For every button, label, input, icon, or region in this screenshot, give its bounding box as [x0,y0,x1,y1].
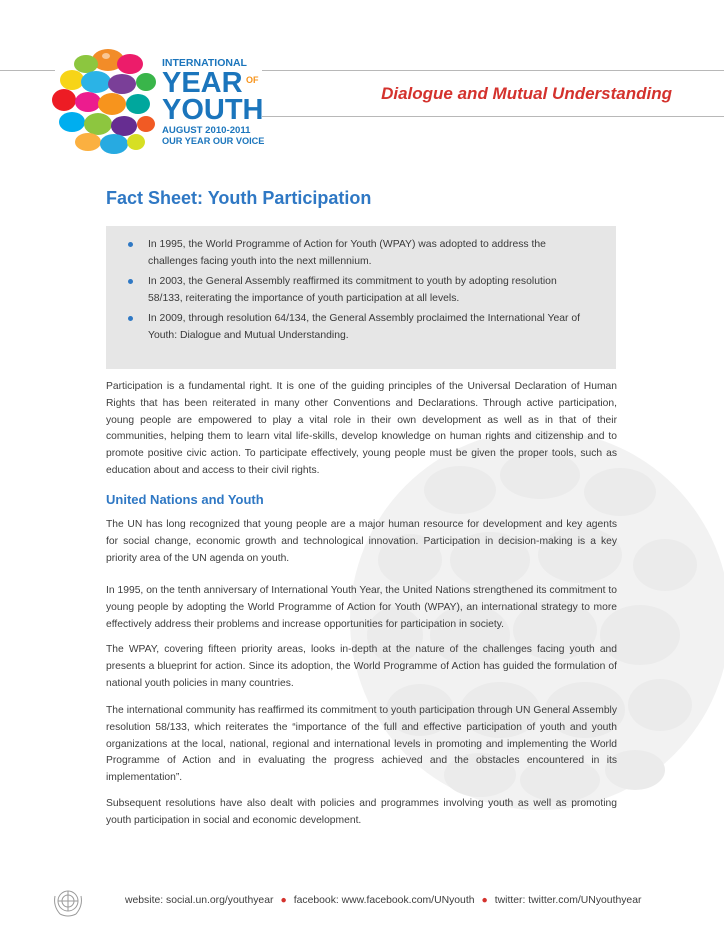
highlight-item [148,310,594,344]
bullet-icon [128,316,133,321]
section-heading: United Nations and Youth [106,492,264,507]
section-paragraph: The international community has reaffirmed its commitment to youth participation through UN General Assembly resolution 58/133, which reiterates the “importance of the full and effective participation of youth and youth organizations at the local, national, regional and international levels in promoting and implementing the World Programme of Action and in evaluating the progress achieved and the obstacles encountered in its implementation”. [106,705,617,784]
highlight-text: In 2009, through resolution 64/134, the General Assembly proclaimed the International Year of Youth: Dialogue and Mutual Understanding. [148,313,581,341]
page-title: Fact Sheet: Youth Participation [106,188,372,208]
header-rule-right [262,70,724,71]
section-paragraph: Subsequent resolutions have also dealt with policies and programmes involving youth as well as promoting youth participation in social and economic development. [106,798,617,826]
footer-website-link[interactable]: website: social.un.org/youthyear [125,895,274,906]
bullet-icon [128,279,133,284]
footer-links [125,895,641,906]
footer-separator-icon: ● [481,895,488,906]
footer-twitter-link[interactable]: twitter: twitter.com/UNyouthyear [494,895,642,906]
highlights-box [106,226,616,369]
logo-dates: AUGUST 2010-2011 [162,125,251,136]
logo-youth: YOUTH [162,94,264,126]
logo-line1: INTERNATIONAL [162,57,247,69]
highlight-item [148,236,594,270]
header-rule-left [0,70,55,71]
tagline: Dialogue and Mutual Understanding [381,84,672,103]
highlight-text: In 1995, the World Programme of Action for Youth (WPAY) was adopted to address the challenges facing youth into the next millennium. [148,239,546,267]
highlights-list [106,226,616,344]
iyy-logo [50,42,270,158]
footer-separator-icon: ● [280,895,287,906]
intro-paragraph: Participation is a fundamental right. It is one of the guiding principles of the Universal Declaration of Human Rights that has been reiterated in many other Conventions and Declarations. Through active participation, young people are empowered to play a vital role in their own development as well as in that of their communities, helping them to learn vital life-skills, develop knowledge on human rights and citizenship and to promote positive civic action. To participate effectively, young people must be given the proper tools, such as education about and access to their civil rights. [106,381,617,476]
section-paragraph: In 1995, on the tenth anniversary of International Youth Year, the United Nations strengthened its commitment to young people by adopting the World Programme of Action for Youth (WPAY), an international strategy to more effectively address their problems and increase opportunities for participation in society. [106,585,617,630]
section-paragraph: The WPAY, covering fifteen priority areas, looks in-depth at the nature of the challenges facing youth and presents a blueprint for action. Since its adoption, the World Programme of Action has guided the formulation of national youth policies in many countries. [106,644,617,689]
highlight-text: In 2003, the General Assembly reaffirmed its commitment to youth by adopting resolution 58/133, reiterating the importance of youth participation at all levels. [148,276,557,304]
logo-year: YEAR [162,67,243,99]
bullet-icon [128,242,133,247]
highlight-item [148,273,594,307]
logo-slogan: OUR YEAR OUR VOICE [162,136,265,146]
section-paragraph: The UN has long recognized that young people are a major human resource for development and key agents for social change, economic growth and technological innovation. Participation in decision-making is a key priority area of the UN agenda on youth. [106,519,617,564]
speech-bubbles-icon [52,49,156,154]
tagline-rule [262,116,724,117]
logo-of: OF [246,75,259,85]
footer-facebook-link[interactable]: facebook: www.facebook.com/UNyouth [293,895,475,906]
un-emblem-icon [50,884,86,920]
